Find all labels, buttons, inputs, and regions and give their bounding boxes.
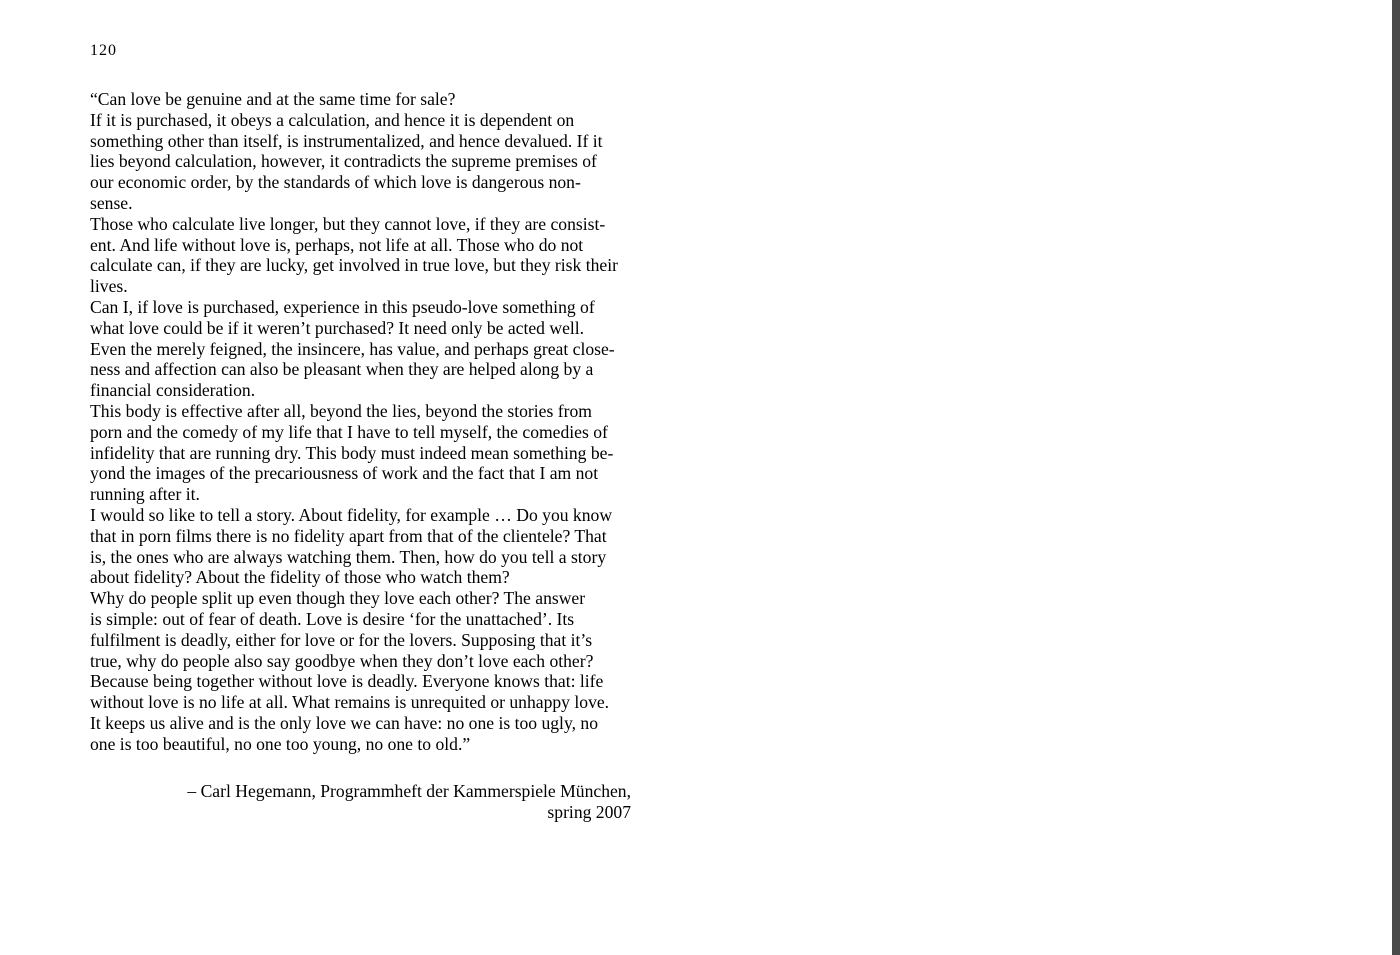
- quote-line: “Can love be genuine and at the same time for sale?: [90, 89, 456, 109]
- attribution-date: spring 2007: [547, 801, 631, 822]
- quote-line: Those who calculate live longer, but they cannot love, if they are consist-: [90, 213, 606, 234]
- quote-line: It keeps us alive and is the only love we can have: no one is too ugly, no: [90, 712, 598, 733]
- quote-line: This body is effective after all, beyond the lies, beyond the stories from: [90, 400, 592, 421]
- quote-line: one is too beautiful, no one too young, no one to old.”: [90, 733, 471, 754]
- page-number: 120: [90, 42, 117, 59]
- quote-line: porn and the comedy of my life that I have to tell myself, the comedies of: [90, 421, 608, 442]
- quote-line: what love could be if it weren’t purchased? It need only be acted well.: [90, 317, 585, 338]
- quote-line: our economic order, by the standards of which love is dangerous non-: [90, 172, 581, 193]
- quote-line: is simple: out of fear of death. Love is desire ‘for the unattached’. Its: [90, 608, 575, 629]
- quote-attribution: [90, 781, 631, 823]
- quote-line: financial consideration.: [90, 380, 256, 401]
- quote-line: fulfilment is deadly, either for love or for the lovers. Supposing that it’s: [90, 629, 593, 650]
- quote-line: Because being together without love is deadly. Everyone knows that: life: [90, 671, 604, 692]
- quote-line: lies beyond calculation, however, it contradicts the supreme premises of: [90, 151, 597, 172]
- quote-line: that in porn films there is no fidelity apart from that of the clientele? That: [90, 525, 607, 546]
- quote-line: Why do people split up even though they love each other? The answer: [90, 588, 586, 609]
- quote-line: yond the images of the precariousness of work and the fact that I am not: [90, 463, 599, 484]
- attribution-source: – Carl Hegemann, Programmheft der Kammerspiele München,: [187, 781, 631, 801]
- quote-line: infidelity that are running dry. This body must indeed mean something be-: [90, 442, 614, 463]
- quote-line: If it is purchased, it obeys a calculation, and hence it is dependent on: [90, 109, 575, 130]
- quote-text: [90, 89, 650, 755]
- quote-line: running after it.: [90, 484, 200, 505]
- quote-line: Even the merely feigned, the insincere, has value, and perhaps great close-: [90, 338, 615, 359]
- page-edge-border: [1392, 0, 1400, 955]
- quote-line: I would so like to tell a story. About fidelity, for example … Do you know: [90, 504, 613, 525]
- quote-line: true, why do people also say goodbye when they don’t love each other?: [90, 650, 594, 671]
- quote-line: Can I, if love is purchased, experience in this pseudo-love something of: [90, 296, 595, 317]
- quote-line: something other than itself, is instrumentalized, and hence devalued. If it: [90, 130, 603, 151]
- quote-line: ness and affection can also be pleasant when they are helped along by a: [90, 359, 594, 380]
- quote-line: is, the ones who are always watching them. Then, how do you tell a story: [90, 546, 607, 567]
- quote-line: lives.: [90, 276, 128, 297]
- quote-line: sense.: [90, 192, 133, 213]
- quote-line: calculate can, if they are lucky, get involved in true love, but they risk their: [90, 255, 618, 276]
- quote-line: without love is no life at all. What remains is unrequited or unhappy love.: [90, 692, 610, 713]
- quote-line: ent. And life without love is, perhaps, not life at all. Those who do not: [90, 234, 584, 255]
- quote-line: about fidelity? About the fidelity of those who watch them?: [90, 567, 510, 588]
